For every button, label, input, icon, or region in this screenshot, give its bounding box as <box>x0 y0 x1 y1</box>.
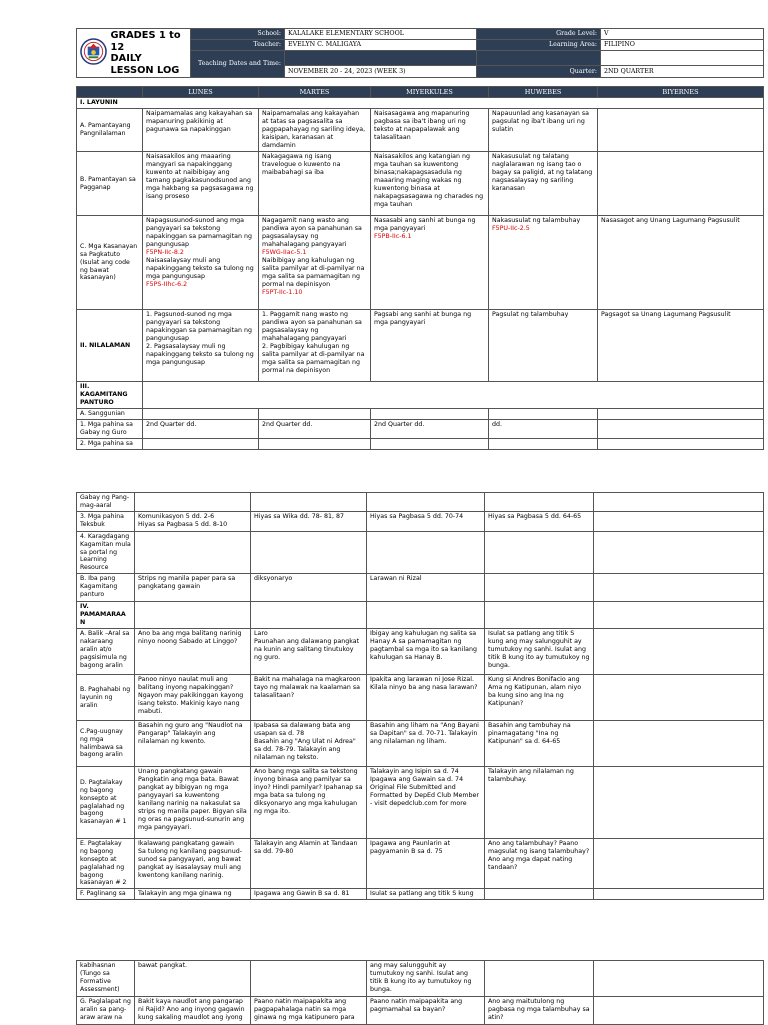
row-label: 1. Mga pahina sa Gabay ng Guro <box>77 419 143 438</box>
table-row <box>77 721 764 767</box>
table-cell: Naipamamalas ang kakayahan at tatas sa pagsasalita sa pagpapahayag ng sariling ideya, kaisipan, karanasan at damdamin <box>259 109 371 152</box>
table-cell <box>598 419 764 438</box>
quarter-label: Quarter: <box>477 66 601 78</box>
table-cell <box>594 721 764 767</box>
table-cell: Bakit kaya naudlot ang pangarap ni Rajid? Ano ang inyong gagawin kung sakaling maudlot ang iyong <box>135 997 251 1025</box>
grade-level-value: V <box>601 29 764 40</box>
lesson-table-page-2 <box>76 492 764 900</box>
table-cell <box>251 961 367 997</box>
table-cell: Laro Paunahan ang dalawang pangkat na kunin ang salitang tinutukoy ng guro. <box>251 629 367 675</box>
table-cell: Napauunlad ang kasanayan sa pagsulat ng iba't ibang uri ng sulatin <box>489 109 598 152</box>
table-cell <box>598 152 764 216</box>
table-row <box>77 310 764 382</box>
table-cell: Unang pangkatang gawain Pangkatin ang mga bata. Bawat pangkat ay bibigyan ng mga pangyayari sa kuwentong kanilang narinig na nakasulat sa strips ng manila paper. Bigyan sila ng oras na pagsunud-sunurin ang mga pangyayari. <box>135 767 251 839</box>
table-cell: Napagsusunod-sunod ang mga pangyayari sa tekstong napakinggan sa pamamagitan ng pangungusap F5PN-IIc-8.2 Naisasalaysay muli ang napakinggang teksto sa tulong ng mga pangungusap F5PS-IIhc-6.2 <box>143 216 259 310</box>
table-cell <box>598 109 764 152</box>
table-cell: Ibigay ang kahulugan ng salita sa Hanay A sa pamamagitan ng pagtambal sa mga ito sa kanilang kahulugan sa Hanay B. <box>367 629 485 675</box>
table-cell: Ano bang mga salita sa tekstong inyong binasa ang pamilyar sa inyo? Hindi pamilyar? Ipahanap sa mga bata sa tulong ng diksyonaryo ang mga kahulugan ng mga ito. <box>251 767 367 839</box>
table-cell: 2nd Quarter dd. <box>143 419 259 438</box>
table-cell <box>594 767 764 839</box>
table-cell: Naisasagawa ang mapanuring pagbasa sa iba't ibang uri ng teksto at napapalawak ang talasalitaan <box>371 109 489 152</box>
table-cell: Pagsulat ng talambuhay <box>489 310 598 382</box>
day-header-lunes: LUNES <box>143 87 259 98</box>
table-cell: Bakit na mahalaga na magkaroon tayo ng malawak na kaalaman sa talasalitaan? <box>251 675 367 721</box>
table-cell: Talakayin ang Alamin at Tandaan sa dd. 79-80 <box>251 839 367 889</box>
table-cell: Talakayin ang nilalaman ng talambuhay. <box>485 767 594 839</box>
teacher-value: EVELYN C. MALIGAYA <box>285 39 477 50</box>
table-cell: Ipagawa ang Gawin B sa d. 81 <box>251 889 367 900</box>
learning-area-value: FILIPINO <box>601 39 764 50</box>
competency-code: F5PT-IIc-1.10 <box>262 289 303 297</box>
competency-code: F5WG-IIac-5.1 <box>262 249 307 257</box>
table-row <box>77 767 764 839</box>
table-cell <box>594 629 764 675</box>
row-label: B. Iba pang Kagamitang panturo <box>77 574 135 602</box>
table-cell: Naisasakilos ang katangian ng mga tauhan sa kuwentong binasa;nakapagsasadula ng maaaring maging wakas ng kuwentong binasa at nakapagsasagawa ng charades ng mga tauhan <box>371 152 489 216</box>
table-row <box>77 216 764 310</box>
table-cell: Strips ng manila paper para sa pangkatang gawain <box>135 574 251 602</box>
table-cell: 1. Paggamit nang wasto ng pandiwa ayon sa panahunan sa pagsasalaysay ng mahahalagang pangyayari 2. Pagbibigay kahulugan ng salita pamilyar at di-pamilyar na mga salita sa pamamagitan ng pormal na depinisyon <box>259 310 371 382</box>
table-row <box>77 109 764 152</box>
day-header-miyerkules: MIYERKULES <box>371 87 489 98</box>
competency-code: F5PN-IIc-8.2 <box>146 249 184 257</box>
deped-seal-logo <box>77 29 111 78</box>
day-header-huwebes: HUWEBES <box>489 87 598 98</box>
row-label: A. Sanggunian <box>77 409 143 420</box>
table-cell: dd. <box>489 419 598 438</box>
table-cell: Paano natin maipapakita ang pagpapahalaga natin sa mga ginawa ng mga katipunero para <box>251 997 367 1025</box>
table-cell: Naisasakilos ang maaaring mangyari sa napakinggang kuwento at naibibigay ang tamang pagkakasunodsunod ang mga hakbang sa pagsasagawa ng isang proseso <box>143 152 259 216</box>
table-cell: Ipagawa ang Paunlarin at pagyamanin B sa d. 75 <box>367 839 485 889</box>
table-cell: Basahin ng guro ang "Naudlot na Pangarap" Talakayin ang nilalaman ng kwento. <box>135 721 251 767</box>
table-cell: Ipabasa sa dalawang bata ang usapan sa d. 78 Basahin ang "Ang Ulat ni Adrea" sa dd. 78-79. Talakayin ang nilalaman ng teksto. <box>251 721 367 767</box>
row-label: E. Pagtalakay ng bagong konsepto at paglalahad ng bagong kasanayan # 2 <box>77 839 135 889</box>
table-cell: ang may salungguhit ay tumutukoy ng sanhi. Isulat ang titik B kung ito ay tumutukoy ng bunga. <box>367 961 485 997</box>
grade-level-label: Grade Level: <box>477 29 601 40</box>
table-cell: Larawan ni Rizal <box>367 574 485 602</box>
teaching-dates-label: Teaching Dates and Time: <box>191 50 285 77</box>
table-cell: Kung si Andres Bonifacio ang Ama ng Katipunan, alam niyo ba kung sino ang Ina ng Katipunan? <box>485 675 594 721</box>
section-nilalaman: II. NILALAMAN <box>77 310 143 382</box>
table-cell: Hiyas sa Pagbasa 5 dd. 64-65 <box>485 511 594 531</box>
table-cell: bawat pangkat. <box>135 961 251 997</box>
table-cell: Ano ba ang mga balitang narinig ninyo noong Sabado at Linggo? <box>135 629 251 675</box>
table-cell <box>485 574 594 602</box>
table-cell: Nakasusulat ng talatang naglalarawan ng isang tao o bagay sa paligid, at ng talatang nagsasalaysay ng sariling karanasan <box>489 152 598 216</box>
table-cell <box>594 574 764 602</box>
table-cell: diksyonaryo <box>251 574 367 602</box>
table-cell: Nasasabi ang sanhi at bunga ng mga pangyayari F5PB-IIc-6.1 <box>371 216 489 310</box>
table-cell: Isulat sa patlang ang titik S kung <box>367 889 485 900</box>
table-cell <box>594 961 764 997</box>
row-label: 3. Mga pahina Teksbuk <box>77 511 135 531</box>
table-cell <box>594 675 764 721</box>
header-table <box>76 28 764 78</box>
row-label: D. Pagtalakay ng bagong konsepto at paglalahad ng bagong kasanayan # 1 <box>77 767 135 839</box>
table-row <box>77 531 764 573</box>
table-cell: Ikalawang pangkatang gawain Sa tulong ng kanilang pagsunud-sunod sa pangyayari, ang bawat pangkat ay isasalaysay muli ang kwentong kanilang narinig. <box>135 839 251 889</box>
competency-code: F5PU-IIc-2.5 <box>492 225 530 233</box>
row-label: C. Mga Kasanayan sa Pagkatuto (Isulat ang code ng bawat kasanayan) <box>77 216 143 310</box>
table-cell: Ipakita ang larawan ni Jose Rizal. Kilala ninyo ba ang nasa larawan? <box>367 675 485 721</box>
table-cell: Ano ang talambuhay? Paano magsulat ng isang talambuhay? Ano ang mga dapat nating tandaan? <box>485 839 594 889</box>
day-header-biyernes: BIYERNES <box>598 87 764 98</box>
table-cell <box>485 961 594 997</box>
table-row <box>77 629 764 675</box>
table-cell <box>594 997 764 1025</box>
table-cell <box>594 511 764 531</box>
competency-code: F5PS-IIhc-6.2 <box>146 281 188 289</box>
table-row <box>77 889 764 900</box>
row-label: Gabay ng Pang-mag-aaral <box>77 493 135 512</box>
table-cell <box>594 839 764 889</box>
row-label: kabihasnan (Tungo sa Formative Assessment) <box>77 961 135 997</box>
page-title: GRADES 1 to 12 DAILY LESSON LOG <box>111 29 191 78</box>
school-label: School: <box>191 29 285 40</box>
table-row <box>77 382 764 409</box>
table-row <box>77 438 764 449</box>
table-cell <box>485 889 594 900</box>
table-cell: Panoo ninyo naulat muli ang balitang inyong napakinggan? Ngayon may pakikinggan kayong isang teksto. Makinig kayo nang mabuti. <box>135 675 251 721</box>
table-row <box>77 409 764 420</box>
table-row <box>77 675 764 721</box>
row-label: F. Paglinang sa <box>77 889 135 900</box>
table-row <box>77 574 764 602</box>
table-cell: Talakayin ang mga ginawa ng <box>135 889 251 900</box>
table-cell: Nakasusulat ng talambuhay F5PU-IIc-2.5 <box>489 216 598 310</box>
table-row <box>77 511 764 531</box>
table-cell: Ano ang maitutulong ng pagbasa ng mga talambuhay sa atin? <box>485 997 594 1025</box>
teacher-label: Teacher: <box>191 39 285 50</box>
table-cell: Hiyas sa Wika dd. 78- 81, 87 <box>251 511 367 531</box>
row-label: G. Paglalapat ng aralin sa pang-araw araw na <box>77 997 135 1025</box>
table-cell: Nasasagot ang Unang Lagumang Pagsusulit <box>598 216 764 310</box>
section-kagamitang-panturo: III. KAGAMITANG PANTURO <box>77 382 143 409</box>
table-row <box>77 419 764 438</box>
table-cell: Isulat sa patlang ang titik S kung ang may salungguhit ay tumutukoy ng sanhi. Isulat ang titik B kung ito ay tumutukoy ng bunga. <box>485 629 594 675</box>
table-cell: 1. Pagsunod-sunod ng mga pangyayari sa tekstong napakinggan sa pamamagitan ng pangungusap 2. Pagsasalaysay muli ng napakinggang teksto sa tulong ng mga pangungusap <box>143 310 259 382</box>
table-cell: Talakayin ang Isipin sa d. 74 Ipagawa ang Gawain sa d. 74 Original File Submitted and Formatted by DepEd Club Member - visit depedclub.com for more <box>367 767 485 839</box>
row-label: C.Pag-uugnay ng mga halimbawa sa bagong aralin <box>77 721 135 767</box>
table-row <box>77 152 764 216</box>
table-row <box>77 839 764 889</box>
school-value: KALALAKE ELEMENTARY SCHOOL <box>285 29 477 40</box>
table-cell: 2nd Quarter dd. <box>371 419 489 438</box>
quarter-value: 2ND QUARTER <box>601 66 764 78</box>
table-cell: Hiyas sa Pagbasa 5 dd. 70-74 <box>367 511 485 531</box>
table-cell: 2nd Quarter dd. <box>259 419 371 438</box>
row-label: B. Paghahabi ng layunin ng aralin <box>77 675 135 721</box>
table-cell: Pagsagot sa Unang Lagumang Pagsusulit <box>598 310 764 382</box>
teaching-dates-value: NOVEMBER 20 - 24, 2023 (WEEK 3) <box>285 66 477 78</box>
row-label: A. Pamantayang Pangnilalaman <box>77 109 143 152</box>
competency-code: F5PB-IIc-6.1 <box>374 233 412 241</box>
row-label: B. Pamantayan sa Pagganap <box>77 152 143 216</box>
table-row <box>77 997 764 1025</box>
day-header-martes: MARTES <box>259 87 371 98</box>
table-cell: Nagagamit nang wasto ang pandiwa ayon sa panahunan sa pagsasalaysay ng mahahalagang pangyayari F5WG-IIac-5.1 Naibibigay ang kahulugan ng salita pamilyar at di-pamilyar na mga salita sa pamamagitan ng pormal na depinisyon F5PT-IIc-1.10 <box>259 216 371 310</box>
lesson-table-page-1 <box>76 86 764 450</box>
row-label: 4. Karagdagang Kagamitan mula sa portal ng Learning Resource <box>77 531 135 573</box>
table-cell: Nakagagawa ng isang travelogue o kuwento na maibabahagi sa iba <box>259 152 371 216</box>
learning-area-label: Learning Area: <box>477 39 601 50</box>
table-row <box>77 493 764 512</box>
section-layunin: I. LAYUNIN <box>77 98 764 109</box>
table-cell: Paano natin maipapakita ang pagmamahal sa bayan? <box>367 997 485 1025</box>
table-row <box>77 602 764 629</box>
lesson-table-page-3 <box>76 960 764 1025</box>
table-cell: Basahin ang liham na "Ang Bayani sa Dapitan" sa d. 70-71. Talakayin ang nilalaman ng liham. <box>367 721 485 767</box>
row-label: 2. Mga pahina sa <box>77 438 143 449</box>
table-row <box>77 961 764 997</box>
row-label: A. Balik –Aral sa nakaraang aralin at/o pagsisimula ng bagong aralin <box>77 629 135 675</box>
table-cell: Basahin ang tambuhay na pinamagatang "Ina ng Katipunan" sa d. 64-65 <box>485 721 594 767</box>
section-pamamaraan: IV. PAMAMARAAN <box>77 602 135 629</box>
table-cell: Pagsabi ang sanhi at bunga ng mga pangyayari <box>371 310 489 382</box>
table-cell: Komunikasyon 5 dd. 2-6 Hiyas sa Pagbasa 5 dd. 8-10 <box>135 511 251 531</box>
table-cell <box>594 889 764 900</box>
table-cell <box>143 382 764 409</box>
table-cell: Naipamamalas ang kakayahan sa mapanuring pakikinig at pagunawa sa napakinggan <box>143 109 259 152</box>
